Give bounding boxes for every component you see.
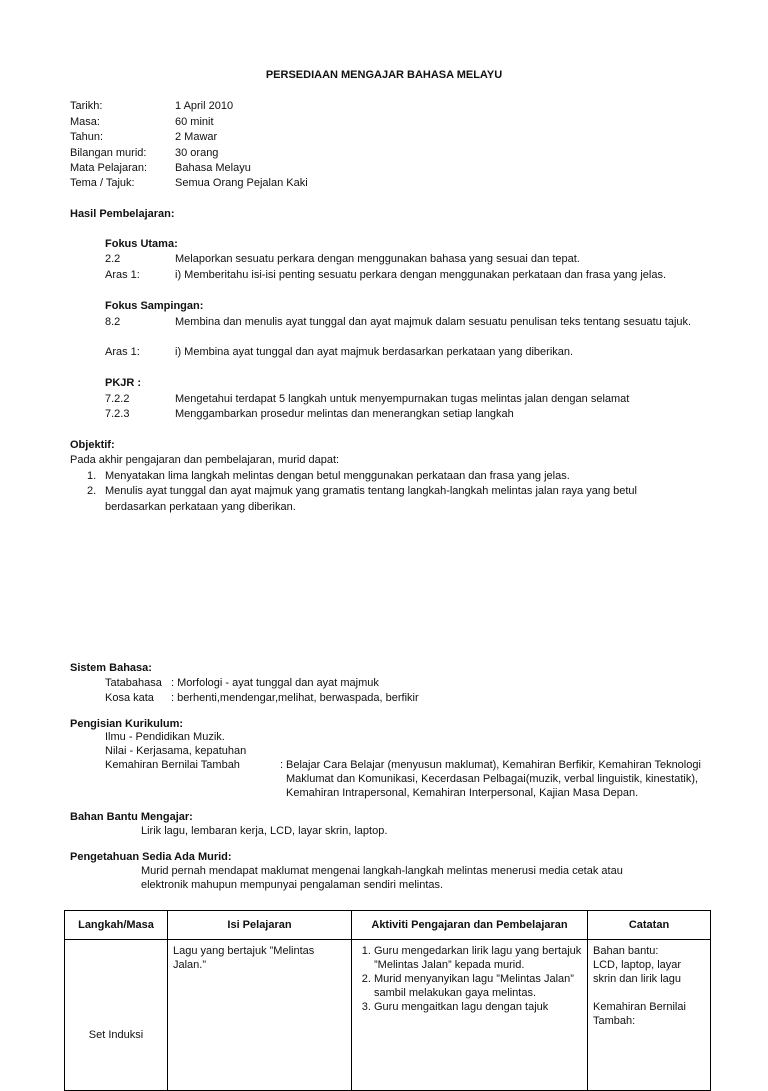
pkjr-code-2: 7.2.3 (105, 408, 130, 420)
sistem-bahasa-heading: Sistem Bahasa: (70, 662, 152, 674)
header-aktiviti: Aktiviti Pengajaran dan Pembelajaran (352, 911, 588, 940)
fokus-utama-code-2: Aras 1: (105, 269, 140, 281)
objektif-heading: Objektif: (70, 439, 115, 451)
pkjr-code-1: 7.2.2 (105, 393, 130, 405)
aktiviti-step-1: 1. Guru mengedarkan lirik lagu yang bertajuk ”Melintas Jalan” kepada murid. (374, 944, 582, 972)
kurikulum-heading: Pengisian Kurikulum: (70, 718, 184, 730)
header-langkah-masa: Langkah/Masa (65, 911, 168, 940)
catatan-kbt-label: Kemahiran Bernilai Tambah: (593, 1001, 686, 1027)
bahan-heading: Bahan Bantu Mengajar: (70, 811, 193, 823)
fokus-sampingan-code-2: Aras 1: (105, 346, 140, 358)
pkjr-heading: PKJR : (105, 377, 142, 389)
pengetahuan-heading: Pengetahuan Sedia Ada Murid: (70, 851, 232, 863)
fokus-sampingan-heading: Fokus Sampingan: (105, 300, 204, 312)
catatan-bahan-label: Bahan bantu: (593, 945, 659, 957)
fokus-sampingan-text-2: i) Membina ayat tunggal dan ayat majmuk berdasarkan perkataan yang diberikan. (175, 346, 574, 358)
objektif-num-2: 2. (87, 485, 97, 497)
info-value-tema: Semua Orang Pejalan Kaki (175, 177, 308, 189)
table-header-row (65, 911, 711, 940)
lesson-table (64, 910, 711, 1091)
fokus-utama-code-1: 2.2 (105, 253, 121, 265)
objektif-intro: Pada akhir pengajaran dan pembelajaran, murid dapat: (70, 454, 340, 466)
fokus-utama-heading: Fokus Utama: (105, 238, 178, 250)
info-value-tarikh: 1 April 2010 (175, 100, 234, 112)
kurikulum-ilmu: Ilmu - Pendidikan Muzik. (105, 731, 225, 743)
header-isi-pelajaran: Isi Pelajaran (168, 911, 352, 940)
header-catatan: Catatan (588, 911, 711, 940)
objektif-item-2: Menulis ayat tunggal dan ayat majmuk yang gramatis tentang langkah-langkah melintas jalan raya yang betul berdasarkan perkataan yang diberikan. (105, 485, 637, 513)
info-label-masa: Masa: (70, 116, 100, 128)
kosa-kata-label: Kosa kata (105, 692, 154, 704)
kbt-value: Belajar Cara Belajar (menyusun maklumat), Kemahiran Berfikir, Kemahiran Teknologi Maklumat dan Komunikasi, Kecerdasan Pelbagai(muzik, verbal linguistik, kinestatik), Kemahiran Intrapersonal, Kemahiran Interpersonal, Kajian Masa Depan. (286, 759, 701, 799)
info-value-masa: 60 minit (175, 116, 214, 128)
table-row (65, 940, 711, 1091)
aktiviti-step-2: 2. Murid menyanyikan lagu ”Melintas Jalan” sambil melakukan gaya melintas. (374, 972, 582, 1000)
catatan-bahan-value: LCD, laptop, layar skrin dan lirik lagu (593, 959, 682, 985)
kbt-label: Kemahiran Bernilai Tambah (105, 759, 240, 771)
info-label-bilangan: Bilangan murid: (70, 147, 147, 159)
info-label-tahun: Tahun: (70, 131, 104, 143)
kurikulum-nilai: Nilai - Kerjasama, kepatuhan (105, 745, 247, 757)
fokus-utama-text-2: i) Memberitahu isi-isi penting sesuatu perkara dengan menggunakan perkataan dan frasa yang jelas. (175, 269, 667, 281)
cell-aktiviti (352, 940, 588, 1091)
aktiviti-step-3: 3. Guru mengaitkan lagu dengan tajuk (374, 1000, 582, 1014)
fokus-sampingan-code-1: 8.2 (105, 316, 121, 328)
fokus-utama-text-1: Melaporkan sesuatu perkara dengan menggunakan bahasa yang sesuai dan tepat. (175, 253, 580, 265)
objektif-item-1: Menyatakan lima langkah melintas dengan betul menggunakan perkataan dan frasa yang jelas. (105, 470, 570, 482)
fokus-sampingan-text-1: Membina dan menulis ayat tunggal dan ayat majmuk dalam sesuatu penulisan teks tentang sesuatu tajuk. (175, 316, 692, 328)
bahan-text: Lirik lagu, lembaran kerja, LCD, layar skrin, laptop. (141, 825, 388, 837)
pkjr-text-2: Menggambarkan prosedur melintas dan menerangkan setiap langkah (175, 408, 514, 420)
pengetahuan-text: Murid pernah mendapat maklumat mengenai langkah-langkah melintas menerusi media cetak atau elektronik mahupun mempunyai pengalaman sendiri melintas. (141, 865, 623, 891)
cell-isi: Lagu yang bertajuk ”Melintas Jalan.” (168, 940, 352, 1091)
info-value-mata-pelajaran: Bahasa Melayu (175, 162, 251, 174)
info-value-bilangan: 30 orang (175, 147, 219, 159)
kosa-kata-value: : berhenti,mendengar,melihat, berwaspada, berfikir (171, 692, 419, 704)
info-label-tarikh: Tarikh: (70, 100, 103, 112)
info-value-tahun: 2 Mawar (175, 131, 218, 143)
cell-langkah: Set Induksi (65, 940, 168, 1091)
page-title: PERSEDIAAN MENGAJAR BAHASA MELAYU (265, 69, 503, 81)
objektif-num-1: 1. (87, 470, 97, 482)
hasil-heading: Hasil Pembelajaran: (70, 208, 175, 220)
pkjr-text-1: Mengetahui terdapat 5 langkah untuk menyempurnakan tugas melintas jalan dengan selamat (175, 393, 630, 405)
tatabahasa-value: : Morfologi - ayat tunggal dan ayat majmuk (171, 677, 379, 689)
cell-catatan (588, 940, 711, 1091)
kbt-colon: : (280, 759, 284, 771)
info-label-tema: Tema / Tajuk: (70, 177, 135, 189)
tatabahasa-label: Tatabahasa (105, 677, 162, 689)
info-label-mata-pelajaran: Mata Pelajaran: (70, 162, 148, 174)
